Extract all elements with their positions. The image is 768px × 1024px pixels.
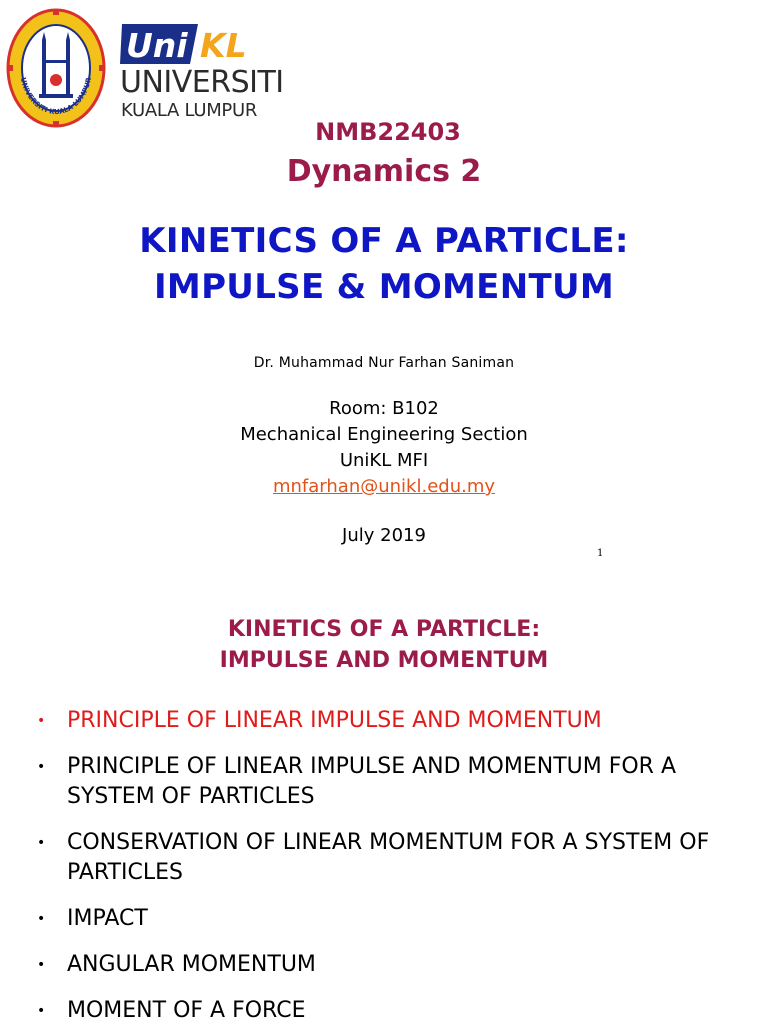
- section: Mechanical Engineering Section: [240, 424, 528, 445]
- course-name: Dynamics 2: [286, 154, 482, 189]
- bullet-icon: •: [37, 759, 46, 775]
- seal-text: UNIVERSITI KUALA LUMPUR: [18, 76, 94, 117]
- room: Room: B102: [329, 398, 439, 419]
- date: July 2019: [342, 525, 426, 546]
- outline-title-line1: KINETICS OF A PARTICLE:: [227, 617, 541, 642]
- author-name: Dr. Muhammad Nur Farhan Saniman: [253, 355, 515, 371]
- lecture-title-line2: IMPULSE & MOMENTUM: [153, 267, 614, 307]
- topic-text: PRINCIPLE OF LINEAR IMPULSE AND MOMENTUM: [67, 708, 602, 733]
- course-code: NMB22403: [315, 118, 461, 146]
- unikl-logo: [120, 22, 290, 122]
- campus: UniKL MFI: [339, 450, 429, 471]
- bullet-icon: •: [37, 713, 46, 729]
- list-item: [0, 996, 768, 1024]
- topic-text: CONSERVATION OF LINEAR MOMENTUM FOR A SYSTEM OF PARTICLES: [67, 830, 710, 885]
- lecture-title-line1: KINETICS OF A PARTICLE:: [139, 221, 629, 261]
- list-item: [0, 752, 768, 812]
- list-item: [0, 828, 768, 888]
- bullet-icon: •: [37, 957, 46, 973]
- outline-title: [0, 614, 768, 676]
- lecture-title: [0, 218, 768, 310]
- topic-list: [0, 706, 768, 1024]
- topic-text: PRINCIPLE OF LINEAR IMPULSE AND MOMENTUM FOR A SYSTEM OF PARTICLES: [67, 754, 677, 809]
- list-item: [0, 706, 768, 736]
- outline-slide: [0, 590, 768, 1024]
- bullet-icon: •: [37, 1003, 46, 1019]
- list-item: [0, 950, 768, 980]
- unikl-wordmark-icon: [120, 22, 280, 66]
- contact-block: [0, 396, 768, 500]
- topic-text: MOMENT OF A FORCE: [67, 998, 306, 1023]
- brand-uni: Uni: [126, 26, 188, 65]
- topic-text: ANGULAR MOMENTUM: [67, 952, 316, 977]
- brand-kuala-lumpur: KUALA LUMPUR: [121, 100, 258, 121]
- topic-text: IMPACT: [67, 906, 148, 931]
- list-item: [0, 904, 768, 934]
- university-seal-icon: [6, 8, 106, 128]
- email-link[interactable]: mnfarhan@unikl.edu.my: [272, 476, 496, 497]
- bullet-icon: •: [37, 911, 46, 927]
- page-number: 1: [597, 548, 604, 559]
- brand-universiti: UNIVERSITI: [120, 65, 284, 100]
- bullet-icon: •: [37, 835, 46, 851]
- brand-kl: KL: [200, 26, 247, 65]
- outline-title-line2: IMPULSE AND MOMENTUM: [219, 648, 549, 673]
